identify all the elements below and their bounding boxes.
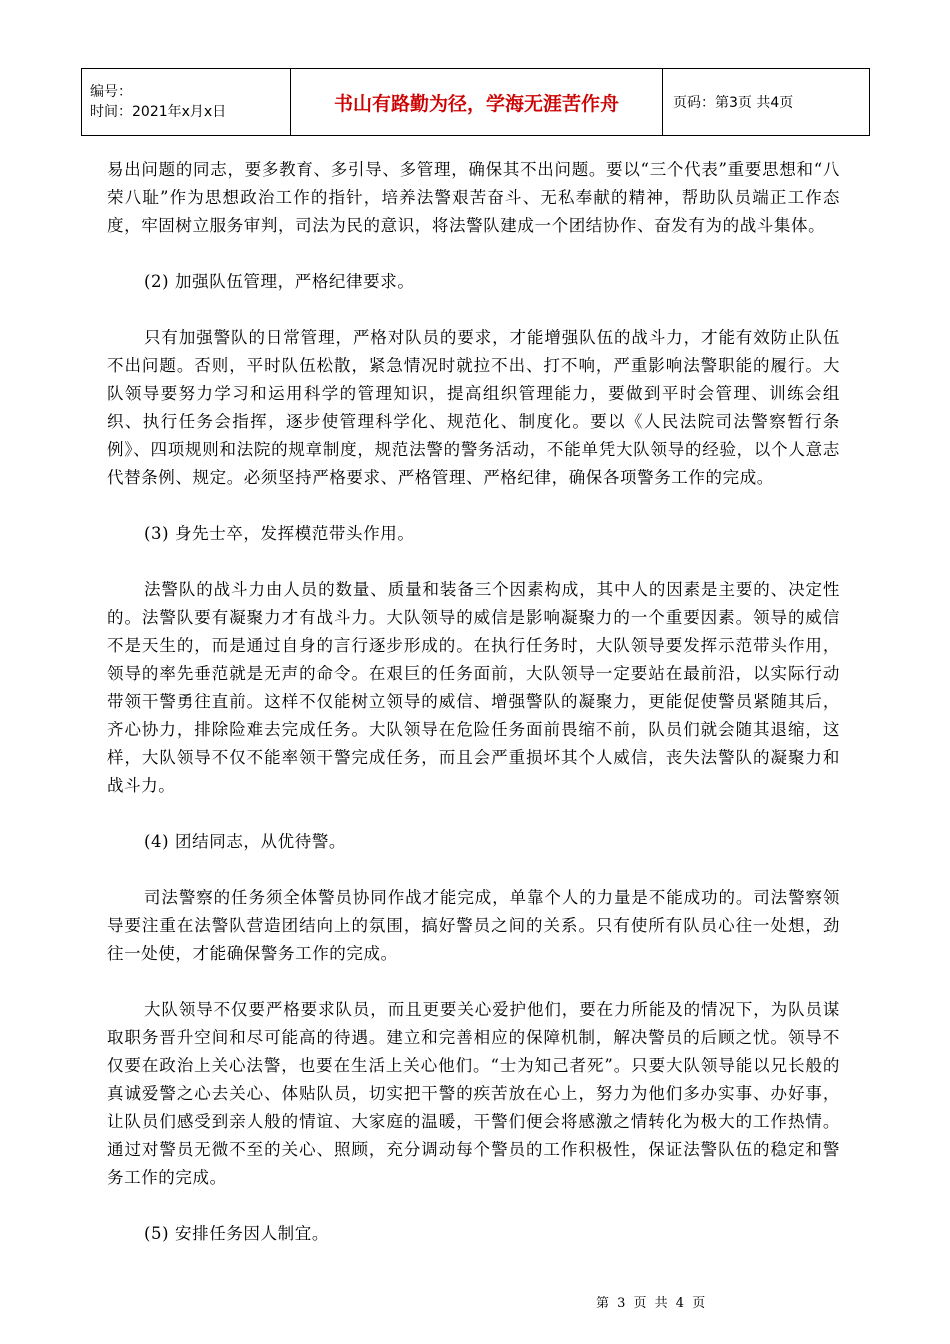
page-info: 页码：第3页 共4页 [663, 69, 870, 136]
paragraph: 法警队的战斗力由人员的数量、质量和装备三个因素构成，其中人的因素是主要的、决定性的。法警队要有凝聚力才有战斗力。大队领导的威信是影响凝聚力的一个重要因素。领导的威信不是天生的，而是通过自身的言行逐步形成的。在执行任务时，大队领导要发挥示范带头作用，领导的率先垂范就是无声的命令。在艰巨的任务面前，大队领导一定要站在最前沿，以实际行动带领干警勇往直前。这样不仅能树立领导的威信、增强警队的凝聚力，更能促使警员紧随其后，齐心协力，排除险难去完成任务。大队领导在危险任务面前畏缩不前，队员们就会随其退缩，这样，大队领导不仅不能率领干警完成任务，而且会严重损坏其个人威信，丧失法警队的凝聚力和战斗力。 [107, 580, 840, 795]
paragraph-continuation: 易出问题的同志，要多教育、多引导、多管理，确保其不出问题。要以“三个代表”重要思想和“八荣八耻”作为思想政治工作的指针，培养法警艰苦奋斗、无私奉献的精神，帮助队员端正工作态度，牢固树立服务审判，司法为民的意识，将法警队建成一个团结协作、奋发有为的战斗集体。 [107, 160, 840, 235]
number-label: 编号： [90, 84, 132, 100]
page-footer: 第 3 页 共 4 页 [596, 1296, 708, 1311]
paragraph: 只有加强警队的日常管理，严格对队员的要求，才能增强队伍的战斗力，才能有效防止队伍不出问题。否则，平时队伍松散，紧急情况时就拉不出、打不响，严重影响法警职能的履行。大队领导要努力学习和运用科学的管理知识，提高组织管理能力，要做到平时会管理、训练会组织、执行任务会指挥，逐步使管理科学化、规范化、制度化。要以《人民法院司法警察暂行条例》、四项规则和法院的规章制度，规范法警的警务活动，不能单凭大队领导的经验，以个人意志代替条例、规定。必须坚持严格要求、严格管理、严格纪律，确保各项警务工作的完成。 [107, 328, 840, 487]
date-line: 时间：2021年x月x日 [90, 104, 227, 120]
section-heading-3: (3) 身先士卒，发挥模范带头作用。 [144, 524, 415, 543]
paragraph: 司法警察的任务须全体警员协同作战才能完成，单靠个人的力量是不能成功的。司法警察领导要注重在法警队营造团结向上的氛围，搞好警员之间的关系。只有使所有队员心往一处想，劲往一处使，才能确保警务工作的完成。 [107, 888, 840, 963]
paragraph: 大队领导不仅要严格要求队员，而且更要关心爱护他们，要在力所能及的情况下，为队员谋取职务晋升空间和尽可能高的待遇。建立和完善相应的保障机制，解决警员的后顾之忧。领导不仅要在政治上关心法警，也要在生活上关心他们。“士为知己者死”。只要大队领导能以兄长般的真诚爱警之心去关心、体贴队员，切实把干警的疾苦放在心上，努力为他们多办实事、办好事，让队员们感受到亲人般的情谊、大家庭的温暖，干警们便会将感激之情转化为极大的工作热情。通过对警员无微不至的关心、照顾，充分调动每个警员的工作积极性，保证法警队伍的稳定和警务工作的完成。 [107, 1000, 840, 1187]
section-heading-5: (5) 安排任务因人制宜。 [144, 1224, 329, 1243]
section-heading-4: (4) 团结同志，从优待警。 [144, 832, 347, 851]
section-heading-2: (2) 加强队伍管理，严格纪律要求。 [144, 272, 415, 291]
header-meta-cell [82, 69, 291, 136]
document-body [107, 156, 840, 1248]
header-table [81, 68, 870, 136]
motto: 书山有路勤为径，学海无涯苦作舟 [291, 69, 663, 136]
